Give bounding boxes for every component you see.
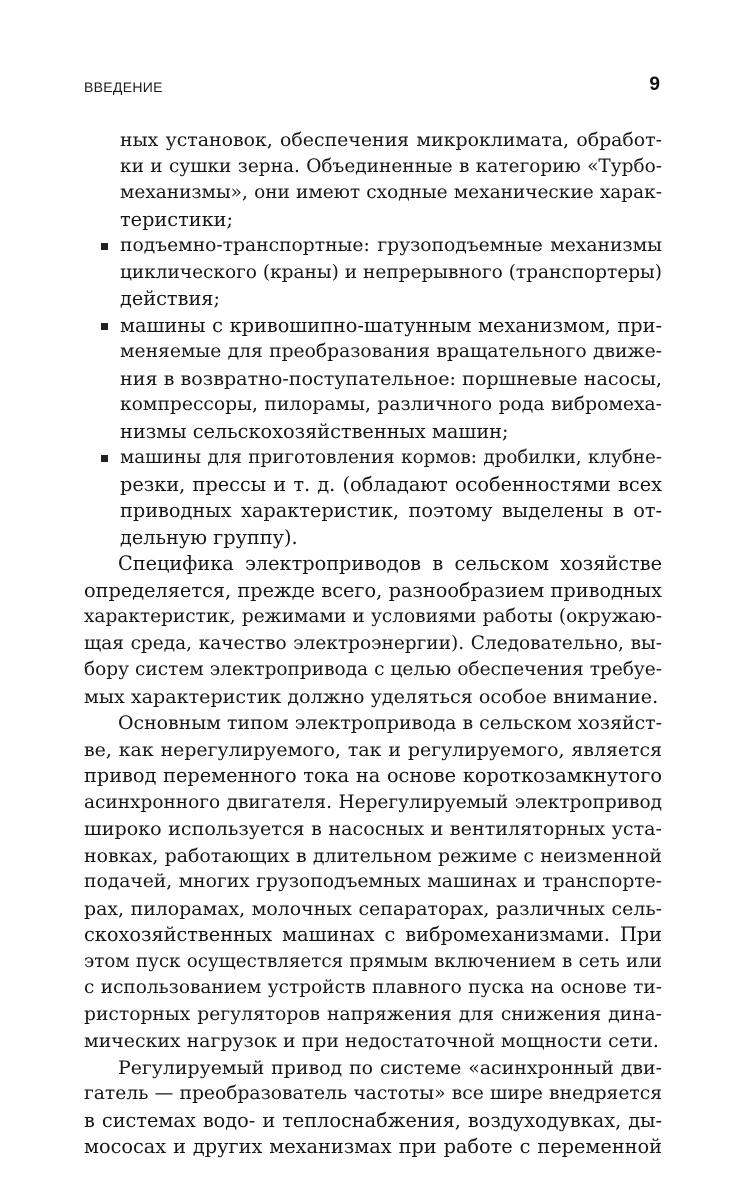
list-item-crank-machines: [84, 313, 662, 446]
text-line: в системах водо- и теплоснабжения, воздуходувках, ды-: [84, 1108, 662, 1132]
text-line: резки, прессы и т. д. (обладают особенностями всех: [120, 472, 662, 496]
text-line: теристики;: [120, 207, 233, 231]
text-line: привод переменного тока на основе короткозамкнутого: [84, 764, 662, 787]
text-line: подачей, многих грузоподъемных машинах и транспорте-: [84, 871, 662, 892]
square-bullet-icon: [101, 455, 108, 462]
text-line: низмы сельскохозяйственных машин;: [120, 419, 509, 443]
paragraph-specifics: [84, 551, 662, 710]
text-line: ных установок, обеспечения микроклимата, обработ-: [120, 129, 662, 151]
text-line: гатель — преобразователь частоты» все шире внедряется: [84, 1083, 662, 1104]
text-line-content: машины для приготовления кормов: дробилки, клубне-: [120, 447, 662, 468]
square-bullet-icon: [101, 323, 108, 330]
text-line: меняемые для преобразования вращательного движе-: [120, 341, 662, 362]
text-line: механизмы», они имеют сходные механические харак-: [120, 182, 662, 203]
text-line: мососах и других механизмах при работе с переменной: [84, 1135, 662, 1158]
bullet-list: [84, 233, 662, 551]
paragraph-regulated-drive: [84, 1055, 662, 1161]
text-line: Основным типом электропривода в сельском хозяйст-: [118, 712, 662, 734]
text-line: рах, пилорамах, молочных сепараторах, различных сель-: [84, 897, 662, 920]
text-line: щая среда, качество электроэнергии). Следовательно, вы-: [84, 632, 662, 654]
text-line: бору систем электропривода с целью обеспечения требуе-: [84, 659, 662, 680]
text-line: [84, 445, 662, 472]
text-line: циклического (краны) и непрерывного (транспортеры): [120, 261, 662, 283]
text-line: широко используется в насосных и вентиляторных уста-: [84, 817, 662, 840]
text-line: новках, работающих в длительном режиме с неизменной: [84, 844, 662, 867]
text-line-content: подъемно-транспортные: грузоподъемные механизмы: [120, 235, 662, 256]
text-line: мических нагрузок и при недостаточной мощности сети.: [84, 1030, 659, 1052]
page-body-text: [84, 127, 662, 1161]
text-line: действия;: [120, 287, 220, 310]
text-line: [84, 233, 662, 260]
text-line: характеристик, режимами и условиями работы (окружаю-: [84, 606, 662, 627]
paragraph-main-drive-type: [84, 710, 662, 1055]
text-line: скохозяйственных машинах с вибромеханизмами. При: [84, 923, 662, 946]
text-line: Регулируемый привод по системе «асинхронный дви-: [118, 1056, 662, 1079]
text-line: Специфика электроприводов в сельском хозяйстве: [118, 552, 662, 575]
list-continuation: [84, 127, 662, 233]
list-item-feed-machines: [84, 445, 662, 551]
text-line: определяется, прежде всего, разнообразием приводных: [84, 578, 662, 602]
list-item-lifting-transport: [84, 233, 662, 313]
text-line: ве, как нерегулируемого, так и регулируемого, является: [84, 738, 662, 761]
text-line: приводных характеристик, поэтому выделены в от-: [120, 499, 662, 522]
running-head-section-title: ВВЕДЕНИЕ: [84, 79, 163, 95]
text-line: мых характеристик должно уделяться особое внимание.: [84, 684, 659, 708]
text-line: ристорных регуляторов напряжения для снижения дина-: [84, 1003, 662, 1025]
text-line-content: машины с кривошипно-шатунным механизмом, при-: [120, 313, 662, 337]
text-line: дельную группу).: [120, 525, 298, 549]
square-bullet-icon: [101, 243, 108, 250]
text-line: компрессоры, пилорамы, различного рода вибромеха-: [120, 394, 662, 415]
text-line: асинхронного двигателя. Нерегулируемый электропривод: [84, 791, 662, 813]
text-line: ния в возвратно-поступательное: поршневые насосы,: [120, 366, 662, 390]
text-line: ки и сушки зерна. Объединенные в категорию «Турбо-: [120, 155, 662, 177]
text-line: с использованием устройств плавного пуска на основе ти-: [84, 977, 662, 998]
page-number: 9: [649, 74, 660, 95]
text-line: этом пуск осуществляется прямым включением в сеть или: [84, 950, 662, 972]
text-line: [84, 313, 662, 340]
